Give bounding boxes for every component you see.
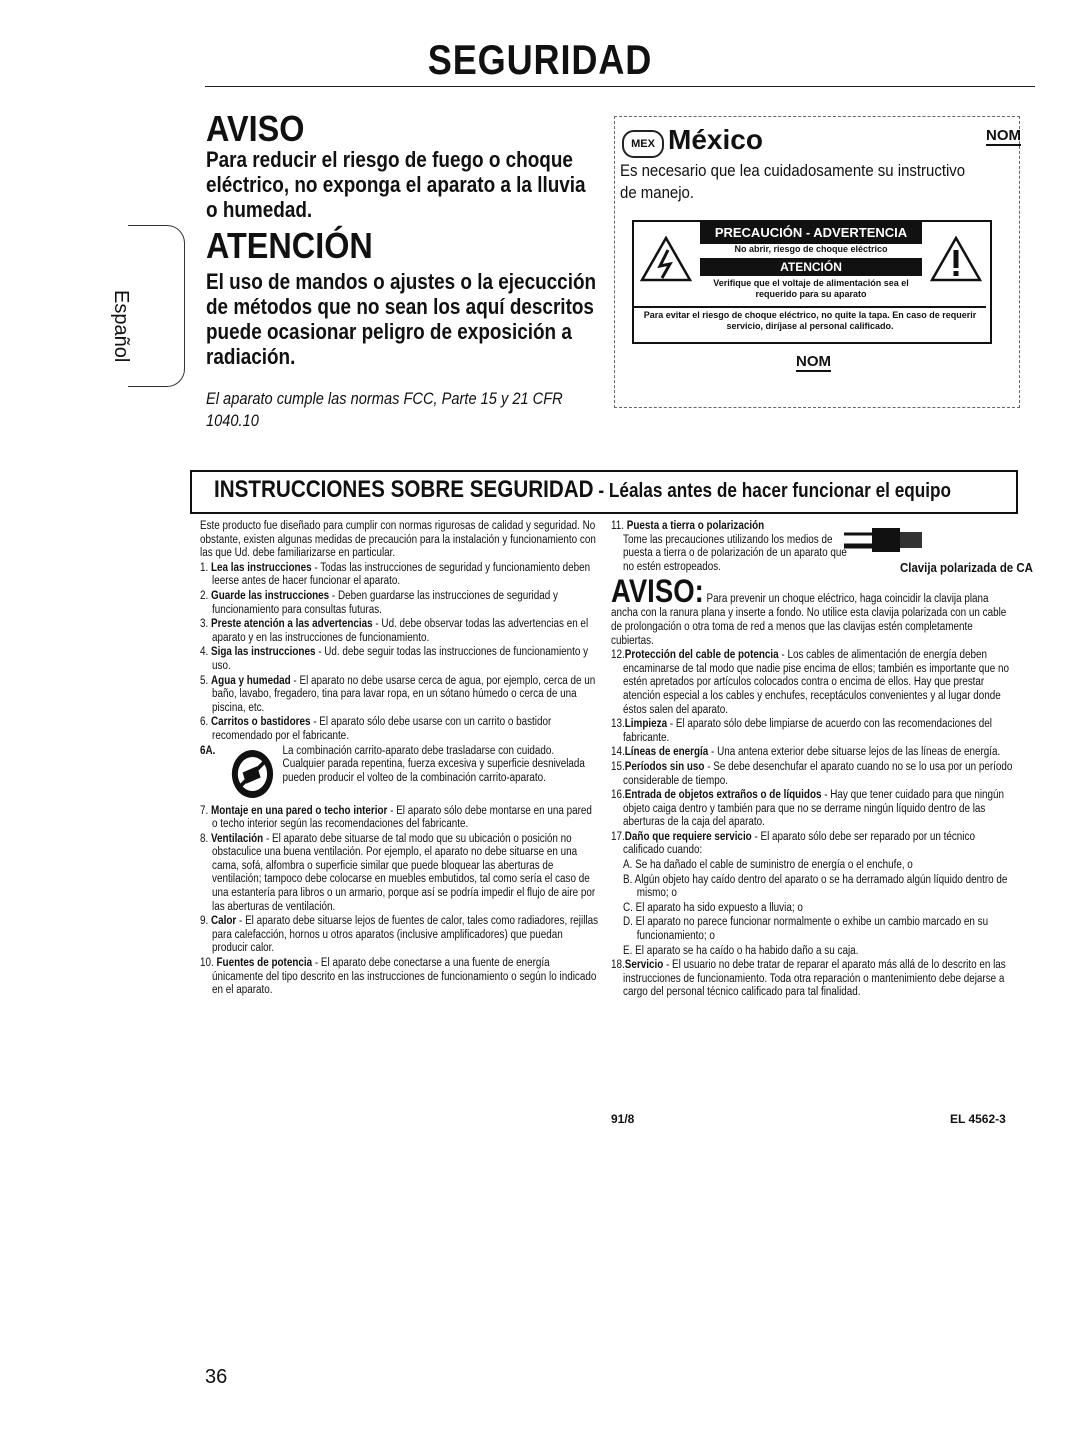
document-ref-left: 91/8 (611, 1112, 635, 1126)
warning-label-atencion: ATENCIÓN (700, 258, 922, 276)
sub-item: C. El aparato ha sido expuesto a lluvia; o (623, 901, 803, 914)
aviso-text: Para reducir el riesgo de fuego o choque eléctrico, no exponga el aparato a la lluvia o humedad. (206, 147, 586, 222)
mexico-title: México (668, 124, 763, 155)
sub-item: A. Se ha dañado el cable de suministro de energía o el enchufe, o (623, 859, 913, 872)
plug-label: Clavija polarizada de CA (900, 560, 1033, 575)
sub-item: E. El aparato se ha caído o ha habido daño a su caja. (623, 944, 859, 957)
instructions-title (214, 476, 951, 504)
exclamation-warning-icon (930, 236, 982, 287)
left-items-list-2 (200, 805, 599, 998)
list-item: 4. Siga las instrucciones - Ud. debe seguir todas las instrucciones de funcionamiento y uso. (200, 646, 589, 672)
list-item: 10. Fuentes de potencia - El aparato debe conectarse a una fuente de energía únicamente del tipo descrito en las instrucciones de funcionamiento o según lo indicado en el aparato. (200, 957, 597, 997)
right-items-list (611, 649, 1015, 858)
aviso-inline-heading: AVISO: (611, 573, 704, 610)
list-item: 1. Lea las instrucciones - Todas las instrucciones de seguridad y funcionamiento deben leerse antes de hacer funcionar el aparato. (200, 561, 591, 588)
list-item: 9. Calor - El aparato debe situarse lejos de fuentes de calor, tales como radiadores, rejillas para calefacción, hornos u otros aparatos (inclusive amplificadores) que puedan producir calor. (200, 915, 599, 955)
warning-label-bottom: Para evitar el riesgo de choque eléctrico, no quite la tapa. En caso de requerir servicio, diríjase al personal calificado. (634, 306, 986, 332)
aviso-inline-text: Para prevenir un choque eléctrico, haga coincidir la clavija plana ancha con la ranura plana y inserte a fondo. No utilice esta clavija polarizada con un cable de prolongación o otra toma de red a menos que las clavijas estén completamente cubiertas. (611, 593, 1007, 647)
item-6a (200, 745, 599, 805)
atencion-text: El uso de mandos o ajustes o la ejecucción de métodos que no sean los aquí descritos puede ocasionar peligro de exposición a radiación. (206, 269, 597, 369)
list-item: 14.Líneas de energía - Una antena exterior debe situarse lejos de las líneas de energía. (611, 746, 1001, 759)
list-item: 7. Montaje en una pared o techo interior - El aparato sólo debe montarse en una pared o techo interior según las recomendaciones del fabricante. (200, 804, 592, 831)
mexico-text: Es necesario que lea cuidadosamente su instructivo de manejo. (620, 161, 966, 202)
left-items-list (200, 562, 599, 744)
language-tab (128, 225, 185, 387)
warning-label-line1: No abrir, riesgo de choque eléctrico (700, 244, 922, 259)
instructions-subtitle: - Léalas antes de hacer funcionar el equipo (593, 480, 952, 502)
list-item: 15.Períodos sin uso - Se debe desenchufar el aparato cuando no se lo usa por un período considerable de tiempo. (611, 760, 1013, 787)
mex-badge: MEX (622, 130, 664, 158)
list-item: 8. Ventilación - El aparato debe situarse de tal modo que su ubicación o posición no obstaculice una buena ventilación. Por ejemplo, el aparato no debe situarse en una cama, sofá, alfombra o superficie similar que puede bloquear las aberturas de ventilación; tampoco debe colocarse en muebles embutidos, tal como sería el caso de una estantería para libros o un armario, porque así se podría impedir el flujo de aire por las aberturas de ventilación. (200, 832, 596, 913)
list-item: 3. Preste atención a las advertencias - Ud. debe observar todas las advertencias en el aparato y en las instrucciones de funcionamiento. (200, 618, 589, 644)
list-item: 12.Protección del cable de potencia - Los cables de alimentación de energía deben encaminarse de tal modo que nadie pise encima de ellos; también es importante que no estén apretados por artículos colocados contra o encima de ellos. Hay que prestar atención especial a los cables y enchufes, receptáculos convenientes y al lugar donde éstos salen del aparato. (611, 649, 1009, 716)
instructions-left-column (200, 520, 599, 999)
instructions-title-main: INSTRUCCIONES SOBRE SEGURIDAD (214, 476, 594, 503)
item-6a-num: 6A. (200, 744, 216, 757)
atencion-heading: ATENCIÓN (206, 225, 373, 266)
item-18: 18.Servicio - El usuario no debe tratar de reparar el aparato más allá de lo descrito en las instrucciones de funcionamiento. Toda otra reparación o mantenimiento debe dejarse a cargo del personal técnico calificado para tal finalidad. (611, 959, 1006, 999)
aviso-inline (611, 575, 1015, 648)
document-ref-right: EL 4562-3 (950, 1112, 1006, 1126)
list-item: 2. Guarde las instrucciones - Deben guardarse las instrucciones de seguridad y funcionamiento para consultas futuras. (200, 589, 558, 616)
cart-warning-icon (229, 747, 275, 806)
warning-label-head: PRECAUCIÓN - ADVERTENCIA (700, 222, 922, 244)
item-11: 11. Puesta a tierra o polarización Tome las precauciones utilizando los medios de puesta a tierra o de polarización de un aparato que no estén estropeados. (611, 520, 847, 573)
list-item: 16.Entrada de objetos extraños o de líquidos - Hay que tener cuidado para que ningún objeto caiga dentro y también para que no se derrame ningún líquido dentro de las aberturas de la caja del aparato. (611, 789, 1005, 829)
aviso-heading: AVISO (206, 108, 305, 149)
sub-items-list (611, 859, 1015, 958)
instructions-intro: Este producto fue diseñado para cumplir con normas rigurosas de calidad y seguridad. No obstante, existen algunas medidas de precaución para la instalación y funcionamiento con las que Ud. debe familiarizarse en particular. (200, 520, 596, 560)
list-item: 17.Daño que requiere servicio - El aparato sólo debe ser reparado por un técnico calificado cuando: (611, 830, 975, 857)
page-title: SEGURIDAD (427, 36, 653, 83)
list-item: 6. Carritos o bastidores - El aparato sólo debe usarse con un carrito o bastidor recomendado por el fabricante. (200, 716, 552, 742)
fcc-note: El aparato cumple las normas FCC, Parte 15 y 21 CFR 1040.10 (206, 389, 563, 430)
nom-icon-bottom: NOM (796, 353, 831, 370)
language-tab-label: Español (110, 290, 132, 363)
warning-label-line2: Verifique que el voltaje de alimentación sea el requerido para su aparato (713, 278, 909, 299)
page-number: 36 (205, 1366, 228, 1388)
item-6a-text: La combinación carrito-aparato debe trasladarse con cuidado. Cualquier parada repentina, fuerza excesiva y superficie desnivelada pueden producir el volteo de la combinación carrito-aparato. (282, 744, 585, 784)
instructions-right-column (611, 520, 1015, 1001)
list-item: 5. Agua y humedad - El aparato no debe usarse cerca de agua, por ejemplo, cerca de un baño, lavabo, fregadero, tina para lavar ropa, en un sótano húmedo o cerca de una piscina, etc. (200, 674, 596, 714)
sub-item: B. Algún objeto hay caído dentro del aparato o se ha derramado algún líquido dentro de mismo; o (623, 873, 1008, 900)
sub-item: D. El aparato no parece funcionar normalmente o exhibe un cambio marcado en su funcionamiento; o (623, 916, 989, 943)
nom-icon: NOM (986, 127, 1021, 144)
list-item: 13.Limpieza - El aparato sólo debe limpiarse de acuerdo con las recomendaciones del fabricante. (611, 718, 993, 744)
title-divider (205, 86, 1035, 87)
lightning-warning-icon (640, 236, 692, 287)
